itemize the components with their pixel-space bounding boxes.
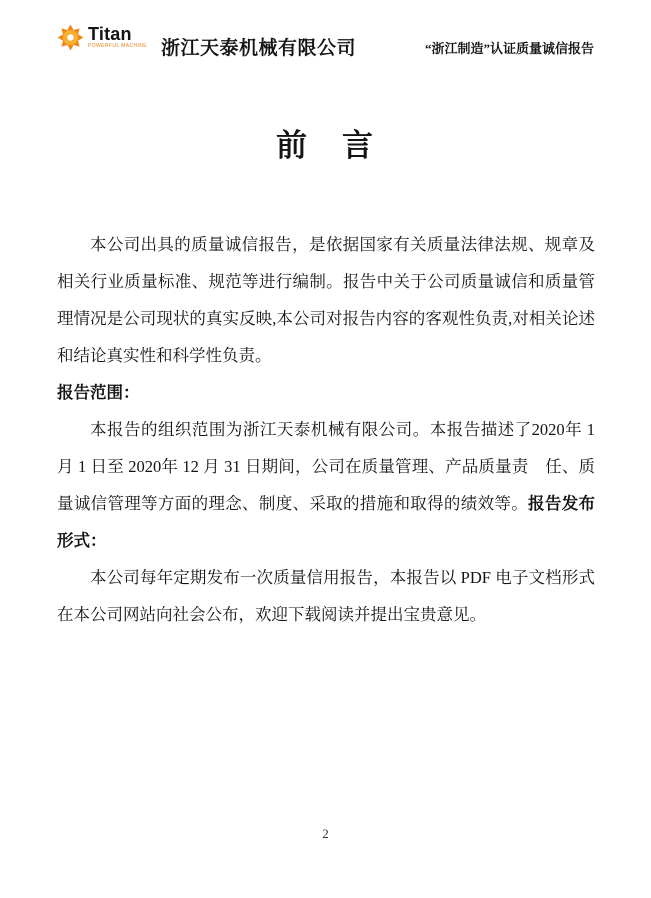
logo-text xyxy=(88,25,147,49)
page-header xyxy=(57,22,594,62)
paragraph-publication: 本公司每年定期发布一次质量信用报告，本报告以 PDF 电子文档形式在本公司网站向社会公布，欢迎下载阅读并提出宝贵意见。 xyxy=(57,568,595,624)
scope-heading: 报告范围： xyxy=(57,383,140,402)
page-title: 前 言 xyxy=(276,128,375,163)
gear-icon xyxy=(57,24,84,51)
paragraph-scope-text: 本报告的组织范围为浙江天泰机械有限公司。本报告描述了2020年 1 月 1 日至 2020年 12 月 31 日期间，公司在质量管理、产品质量责 任、质量诚信管理等方面的理念、制度、采取的措施和取得的绩效等。 xyxy=(57,420,595,513)
logo-tagline: POWERFUL MACHINE xyxy=(88,42,147,49)
form-heading: 报告发布形式： xyxy=(57,494,596,550)
page-number: 2 xyxy=(322,826,329,841)
company-name: 浙江天泰机械有限公司 xyxy=(161,38,357,59)
report-title: “浙江制造”认证质量诚信报告 xyxy=(424,41,594,56)
preface-body xyxy=(57,226,595,633)
paragraph-scope xyxy=(57,411,595,559)
paragraph-basis: 本公司出具的质量诚信报告，是依据国家有关质量法律法规、规章及相关行业质量标准、规范等进行编制。报告中关于公司质量诚信和质量管理情况是公司现状的真实反映,本公司对报告内容的客观性负责,对相关论述和结论真实性和科学性负责。 xyxy=(57,235,595,365)
company-logo xyxy=(57,22,147,51)
logo-name: Titan xyxy=(88,23,132,44)
